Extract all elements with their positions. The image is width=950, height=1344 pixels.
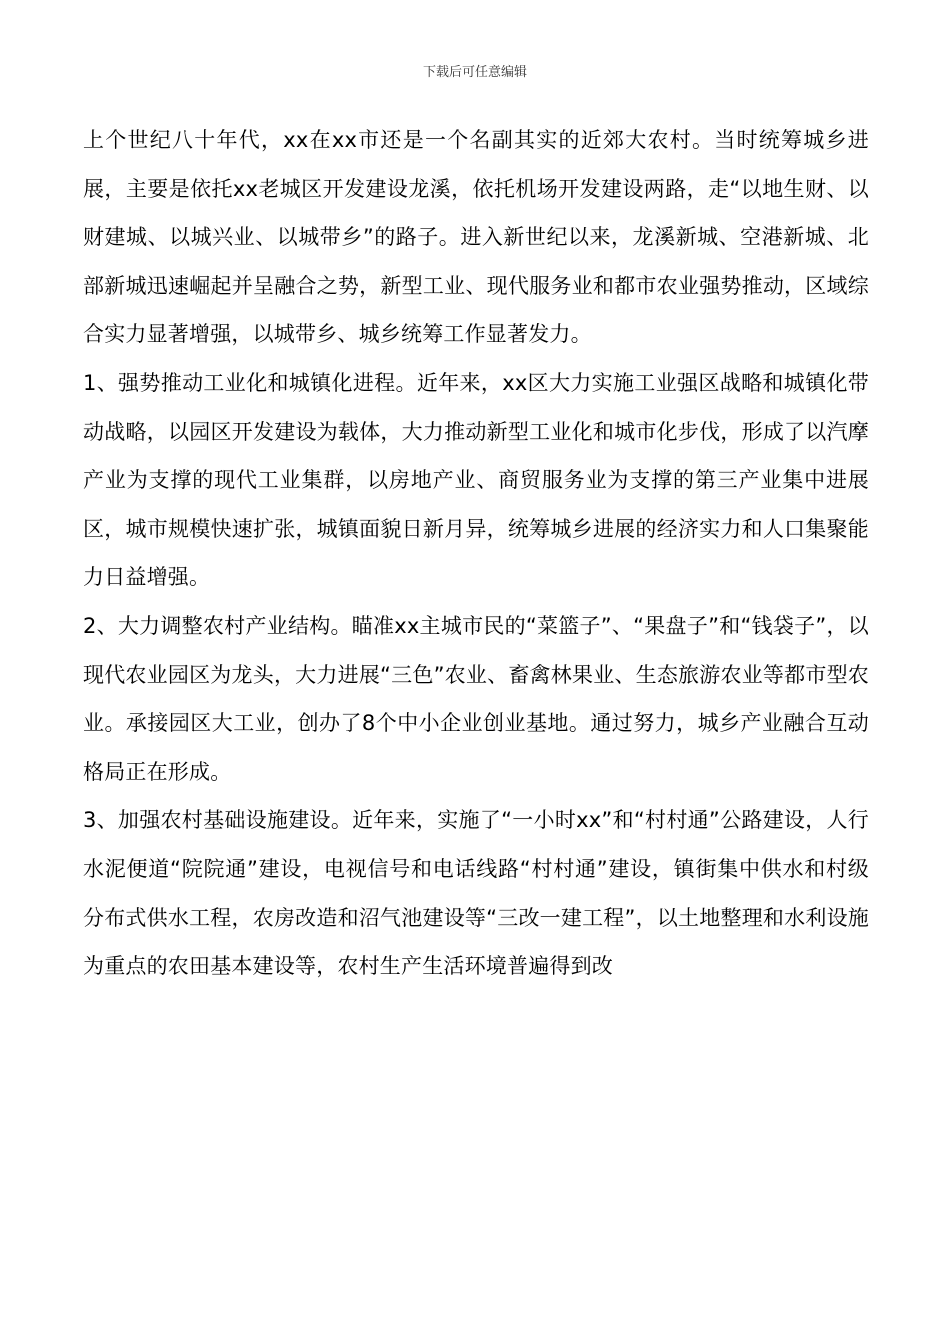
paragraph-infrastructure: 3、加强农村基础设施建设。近年来，实施了“一小时xx”和“村村通”公路建设，人行水泥便道“院院通”建设，电视信号和电话线路“村村通”建设，镇街集中供水和村级分布式供水工程，农房改造和沼气池建设等“三改一建工程”，以土地整理和水利设施为重点的农田基本建设等，农村生产生活环境普遍得到改: [83, 808, 869, 979]
paragraph-rural-industry: 2、大力调整农村产业结构。瞄准xx主城市民的“菜篮子”、“果盘子”和“钱袋子”，以现代农业园区为龙头，大力进展“三色”农业、畜禽林果业、生态旅游农业等都市型农业。承接园区大工业，创办了8个中小企业创业基地。通过努力，城乡产业融合互动格局正在形成。: [83, 613, 869, 784]
paragraph-industrialization: 1、强势推动工业化和城镇化进程。近年来，xx区大力实施工业强区战略和城镇化带动战略，以园区开发建设为载体，大力推动新型工业化和城市化步伐，形成了以汽摩产业为支撑的现代工业集群，以房地产业、商贸服务业为支撑的第三产业集中进展区，城市规模快速扩张，城镇面貌日新月异，统筹城乡进展的经济实力和人口集聚能力日益增强。: [83, 370, 869, 590]
document-body: [83, 116, 869, 991]
page-header: 下载后可任意编辑: [422, 65, 527, 80]
paragraph-intro: 上个世纪八十年代，xx在xx市还是一个名副其实的近郊大农村。当时统筹城乡进展，主要是依托xx老城区开发建设龙溪，依托机场开发建设两路，走“以地生财、以财建城、以城兴业、以城带乡”的路子。进入新世纪以来，龙溪新城、空港新城、北部新城迅速崛起并呈融合之势，新型工业、现代服务业和都市农业强势推动，区域综合实力显著增强，以城带乡、城乡统筹工作显著发力。: [83, 128, 869, 347]
